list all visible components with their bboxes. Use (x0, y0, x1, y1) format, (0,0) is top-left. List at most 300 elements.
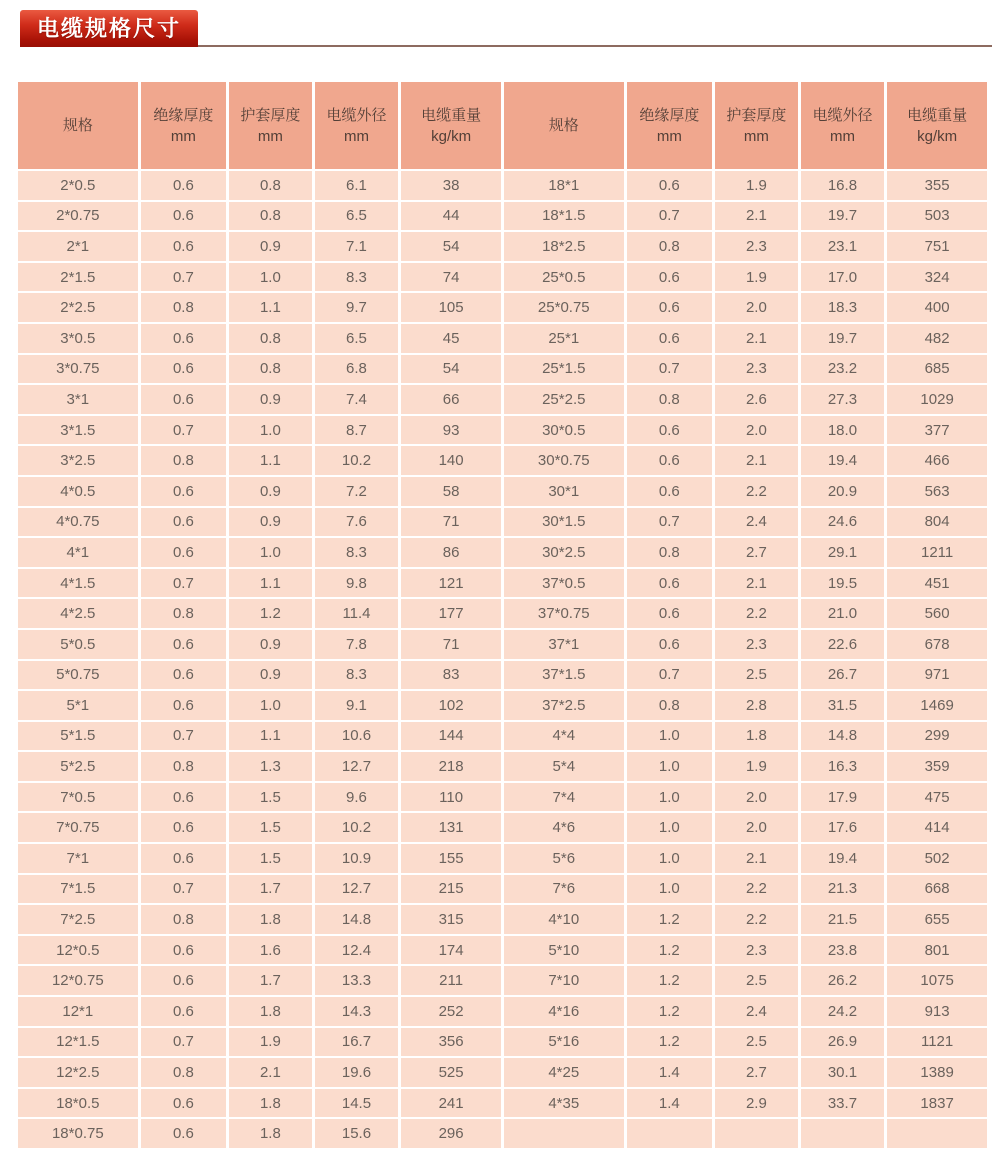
table-row (18, 936, 987, 965)
value-cell: 8.3 (315, 661, 399, 690)
table-wrap (15, 80, 990, 1150)
value-cell: 19.4 (801, 446, 885, 475)
table-row (18, 508, 987, 537)
column-title: 绝缘厚度 (639, 106, 700, 124)
value-cell: 1.3 (229, 752, 312, 781)
column-title: 电缆外径 (812, 106, 873, 124)
value-cell: 685 (887, 355, 987, 384)
value-cell: 1.2 (627, 936, 712, 965)
value-cell: 1.8 (229, 1119, 312, 1148)
table-row (18, 446, 987, 475)
table-row (18, 1058, 987, 1087)
value-cell: 13.3 (315, 966, 399, 995)
spec-cell: 4*35 (504, 1089, 624, 1118)
column-header (229, 82, 312, 169)
value-cell: 10.2 (315, 446, 399, 475)
value-cell: 1.1 (229, 722, 312, 751)
value-cell: 0.8 (141, 599, 226, 628)
spec-cell: 30*1 (504, 477, 624, 506)
value-cell: 1.8 (229, 905, 312, 934)
value-cell: 1211 (887, 538, 987, 567)
table-row (18, 905, 987, 934)
value-cell: 2.0 (715, 813, 798, 842)
table-row (18, 966, 987, 995)
value-cell: 10.6 (315, 722, 399, 751)
value-cell: 54 (401, 355, 501, 384)
value-cell: 12.7 (315, 752, 399, 781)
spec-cell: 7*6 (504, 875, 624, 904)
value-cell: 1.2 (627, 905, 712, 934)
value-cell: 19.5 (801, 569, 885, 598)
column-title: 护套厚度 (726, 106, 787, 124)
column-title: 规格 (548, 117, 579, 134)
spec-cell: 30*2.5 (504, 538, 624, 567)
value-cell: 0.8 (141, 293, 226, 322)
value-cell: 1.9 (715, 263, 798, 292)
value-cell: 0.8 (229, 324, 312, 353)
spec-cell: 2*0.75 (18, 202, 138, 231)
spec-cell: 7*2.5 (18, 905, 138, 934)
value-cell: 0.9 (229, 661, 312, 690)
value-cell: 12.4 (315, 936, 399, 965)
value-cell: 1.5 (229, 813, 312, 842)
value-cell: 0.6 (141, 661, 226, 690)
spec-cell: 4*4 (504, 722, 624, 751)
column-header (801, 82, 885, 169)
value-cell: 0.6 (141, 477, 226, 506)
spec-cell (504, 1119, 624, 1148)
value-cell: 26.7 (801, 661, 885, 690)
column-title: 规格 (62, 117, 93, 134)
value-cell: 414 (887, 813, 987, 842)
value-cell: 26.2 (801, 966, 885, 995)
spec-cell: 5*16 (504, 1028, 624, 1057)
value-cell: 1.8 (229, 1089, 312, 1118)
value-cell: 26.9 (801, 1028, 885, 1057)
value-cell: 0.6 (141, 171, 226, 200)
spec-cell: 7*10 (504, 966, 624, 995)
value-cell: 10.2 (315, 813, 399, 842)
value-cell: 18.0 (801, 416, 885, 445)
value-cell: 2.2 (715, 599, 798, 628)
spec-cell: 2*2.5 (18, 293, 138, 322)
value-cell: 0.6 (141, 630, 226, 659)
table-row (18, 752, 987, 781)
table-row (18, 1028, 987, 1057)
column-unit: mm (343, 127, 369, 145)
value-cell: 1.4 (627, 1058, 712, 1087)
value-cell: 0.7 (141, 1028, 226, 1057)
value-cell: 8.7 (315, 416, 399, 445)
value-cell: 33.7 (801, 1089, 885, 1118)
value-cell: 0.6 (141, 538, 226, 567)
value-cell: 0.6 (141, 232, 226, 261)
value-cell: 7.4 (315, 385, 399, 414)
value-cell: 71 (401, 508, 501, 537)
value-cell: 0.6 (141, 508, 226, 537)
spec-cell: 2*0.5 (18, 171, 138, 200)
value-cell: 2.1 (715, 569, 798, 598)
value-cell: 751 (887, 232, 987, 261)
value-cell (801, 1119, 885, 1148)
column-header (315, 82, 399, 169)
table-row (18, 477, 987, 506)
value-cell: 21.5 (801, 905, 885, 934)
value-cell: 58 (401, 477, 501, 506)
spec-cell: 7*1 (18, 844, 138, 873)
value-cell: 0.6 (141, 691, 226, 720)
value-cell: 30.1 (801, 1058, 885, 1087)
table-row (18, 538, 987, 567)
table-row (18, 324, 987, 353)
spec-cell: 12*1.5 (18, 1028, 138, 1057)
value-cell: 668 (887, 875, 987, 904)
value-cell: 102 (401, 691, 501, 720)
spec-cell: 12*1 (18, 997, 138, 1026)
value-cell: 1.9 (715, 171, 798, 200)
spec-cell: 7*1.5 (18, 875, 138, 904)
column-unit: mm (743, 127, 769, 145)
value-cell: 1469 (887, 691, 987, 720)
column-header (887, 82, 987, 169)
value-cell: 10.9 (315, 844, 399, 873)
table-row (18, 385, 987, 414)
value-cell: 315 (401, 905, 501, 934)
spec-cell: 3*2.5 (18, 446, 138, 475)
spec-cell: 12*2.5 (18, 1058, 138, 1087)
value-cell: 503 (887, 202, 987, 231)
value-cell: 0.6 (627, 171, 712, 200)
value-cell: 0.8 (229, 202, 312, 231)
value-cell: 1837 (887, 1089, 987, 1118)
value-cell: 1.4 (627, 1089, 712, 1118)
value-cell: 6.1 (315, 171, 399, 200)
table-row (18, 691, 987, 720)
table-row (18, 997, 987, 1026)
value-cell: 22.6 (801, 630, 885, 659)
value-cell: 2.3 (715, 936, 798, 965)
value-cell: 0.6 (141, 1089, 226, 1118)
column-unit: mm (170, 127, 196, 145)
spec-cell: 25*0.5 (504, 263, 624, 292)
table-row (18, 355, 987, 384)
value-cell: 20.9 (801, 477, 885, 506)
table-row (18, 875, 987, 904)
column-title: 绝缘厚度 (153, 106, 214, 124)
column-title: 电缆重量 (907, 106, 968, 124)
value-cell: 2.4 (715, 997, 798, 1026)
column-title: 电缆重量 (421, 106, 482, 124)
value-cell: 17.0 (801, 263, 885, 292)
value-cell: 241 (401, 1089, 501, 1118)
value-cell: 2.1 (715, 202, 798, 231)
spec-cell: 18*0.75 (18, 1119, 138, 1148)
table-row (18, 844, 987, 873)
value-cell: 2.0 (715, 416, 798, 445)
value-cell: 0.6 (141, 324, 226, 353)
value-cell: 44 (401, 202, 501, 231)
column-header (401, 82, 501, 169)
value-cell: 0.8 (627, 385, 712, 414)
value-cell: 359 (887, 752, 987, 781)
spec-cell: 25*1 (504, 324, 624, 353)
value-cell: 31.5 (801, 691, 885, 720)
column-title: 护套厚度 (240, 106, 301, 124)
table-row (18, 263, 987, 292)
spec-cell: 25*0.75 (504, 293, 624, 322)
page-header (20, 0, 992, 48)
value-cell: 45 (401, 324, 501, 353)
value-cell: 1.0 (627, 813, 712, 842)
spec-cell: 3*1.5 (18, 416, 138, 445)
value-cell: 1.2 (627, 1028, 712, 1057)
value-cell: 19.6 (315, 1058, 399, 1087)
value-cell: 1075 (887, 966, 987, 995)
value-cell: 0.6 (627, 569, 712, 598)
value-cell: 8.3 (315, 538, 399, 567)
spec-cell: 7*0.5 (18, 783, 138, 812)
value-cell: 0.6 (627, 263, 712, 292)
value-cell: 0.6 (141, 997, 226, 1026)
column-unit: kg/km (431, 127, 472, 145)
column-header (627, 82, 712, 169)
value-cell: 1.1 (229, 446, 312, 475)
value-cell: 804 (887, 508, 987, 537)
value-cell: 1.1 (229, 293, 312, 322)
value-cell: 2.1 (229, 1058, 312, 1087)
spec-cell: 4*0.5 (18, 477, 138, 506)
value-cell: 0.7 (141, 722, 226, 751)
spec-cell: 4*25 (504, 1058, 624, 1087)
value-cell: 1.7 (229, 966, 312, 995)
value-cell: 0.8 (627, 232, 712, 261)
column-header (504, 82, 624, 169)
value-cell: 0.6 (627, 599, 712, 628)
spec-cell: 2*1.5 (18, 263, 138, 292)
value-cell: 1.5 (229, 783, 312, 812)
value-cell: 174 (401, 936, 501, 965)
spec-cell: 25*1.5 (504, 355, 624, 384)
value-cell: 1.6 (229, 936, 312, 965)
spec-cell: 18*2.5 (504, 232, 624, 261)
spec-cell: 7*0.75 (18, 813, 138, 842)
table-row (18, 630, 987, 659)
value-cell (627, 1119, 712, 1148)
value-cell: 1.0 (229, 538, 312, 567)
spec-cell: 7*4 (504, 783, 624, 812)
value-cell: 9.8 (315, 569, 399, 598)
value-cell: 144 (401, 722, 501, 751)
spec-cell: 37*1.5 (504, 661, 624, 690)
column-title: 电缆外径 (326, 106, 387, 124)
spec-cell: 5*1.5 (18, 722, 138, 751)
value-cell: 1.8 (715, 722, 798, 751)
spec-cell: 5*1 (18, 691, 138, 720)
spec-cell: 18*1 (504, 171, 624, 200)
value-cell: 2.1 (715, 844, 798, 873)
value-cell: 0.6 (627, 416, 712, 445)
value-cell: 16.7 (315, 1028, 399, 1057)
spec-cell: 3*1 (18, 385, 138, 414)
value-cell: 9.7 (315, 293, 399, 322)
value-cell: 563 (887, 477, 987, 506)
value-cell: 19.7 (801, 202, 885, 231)
spec-cell: 4*2.5 (18, 599, 138, 628)
value-cell: 1.2 (627, 997, 712, 1026)
value-cell: 0.6 (141, 385, 226, 414)
value-cell: 24.2 (801, 997, 885, 1026)
value-cell: 0.6 (627, 630, 712, 659)
value-cell: 2.1 (715, 324, 798, 353)
value-cell: 19.4 (801, 844, 885, 873)
value-cell: 0.6 (141, 355, 226, 384)
spec-cell: 5*0.75 (18, 661, 138, 690)
table-row (18, 813, 987, 842)
value-cell: 913 (887, 997, 987, 1026)
value-cell: 2.8 (715, 691, 798, 720)
value-cell: 7.8 (315, 630, 399, 659)
value-cell: 0.6 (141, 936, 226, 965)
value-cell: 140 (401, 446, 501, 475)
value-cell: 7.6 (315, 508, 399, 537)
value-cell: 1.0 (627, 783, 712, 812)
table-row (18, 569, 987, 598)
value-cell: 21.0 (801, 599, 885, 628)
value-cell: 451 (887, 569, 987, 598)
value-cell: 1.0 (229, 691, 312, 720)
value-cell: 1.9 (229, 1028, 312, 1057)
value-cell: 0.7 (141, 416, 226, 445)
value-cell: 0.7 (627, 355, 712, 384)
value-cell: 0.8 (141, 752, 226, 781)
value-cell: 1.8 (229, 997, 312, 1026)
value-cell: 0.6 (627, 324, 712, 353)
value-cell: 6.5 (315, 324, 399, 353)
value-cell: 356 (401, 1028, 501, 1057)
spec-cell: 37*0.75 (504, 599, 624, 628)
value-cell: 7.2 (315, 477, 399, 506)
spec-cell: 12*0.75 (18, 966, 138, 995)
value-cell: 155 (401, 844, 501, 873)
value-cell: 54 (401, 232, 501, 261)
value-cell: 678 (887, 630, 987, 659)
value-cell: 1.0 (229, 263, 312, 292)
value-cell: 1.7 (229, 875, 312, 904)
value-cell: 66 (401, 385, 501, 414)
value-cell: 0.6 (141, 202, 226, 231)
value-cell: 252 (401, 997, 501, 1026)
spec-cell: 4*0.75 (18, 508, 138, 537)
value-cell: 1.0 (627, 722, 712, 751)
cable-spec-table (15, 80, 990, 1150)
spec-cell: 18*1.5 (504, 202, 624, 231)
value-cell: 1.2 (229, 599, 312, 628)
spec-cell: 2*1 (18, 232, 138, 261)
value-cell: 9.1 (315, 691, 399, 720)
value-cell: 0.8 (141, 446, 226, 475)
value-cell: 6.5 (315, 202, 399, 231)
table-row (18, 1119, 987, 1148)
value-cell: 110 (401, 783, 501, 812)
value-cell: 1.9 (715, 752, 798, 781)
value-cell: 11.4 (315, 599, 399, 628)
column-unit: mm (829, 127, 855, 145)
spec-cell: 4*1.5 (18, 569, 138, 598)
value-cell: 0.6 (627, 293, 712, 322)
value-cell: 0.8 (141, 905, 226, 934)
column-unit: mm (257, 127, 283, 145)
spec-cell: 37*2.5 (504, 691, 624, 720)
value-cell: 482 (887, 324, 987, 353)
value-cell: 16.8 (801, 171, 885, 200)
value-cell: 525 (401, 1058, 501, 1087)
column-unit: kg/km (917, 127, 958, 145)
value-cell: 0.6 (627, 477, 712, 506)
value-cell: 0.7 (141, 263, 226, 292)
value-cell: 14.8 (801, 722, 885, 751)
table-row (18, 416, 987, 445)
column-header (715, 82, 798, 169)
spec-cell: 3*0.5 (18, 324, 138, 353)
value-cell: 23.8 (801, 936, 885, 965)
value-cell: 2.7 (715, 1058, 798, 1087)
value-cell: 0.8 (229, 355, 312, 384)
value-cell: 18.3 (801, 293, 885, 322)
spec-cell: 4*1 (18, 538, 138, 567)
value-cell: 2.0 (715, 783, 798, 812)
value-cell: 0.6 (141, 813, 226, 842)
value-cell: 0.9 (229, 477, 312, 506)
value-cell: 2.6 (715, 385, 798, 414)
value-cell: 1.0 (627, 844, 712, 873)
table-row (18, 661, 987, 690)
spec-cell: 25*2.5 (504, 385, 624, 414)
table-row (18, 202, 987, 231)
value-cell: 27.3 (801, 385, 885, 414)
value-cell: 2.2 (715, 875, 798, 904)
spec-cell: 4*6 (504, 813, 624, 842)
value-cell: 377 (887, 416, 987, 445)
value-cell: 0.7 (627, 202, 712, 231)
value-cell: 1029 (887, 385, 987, 414)
value-cell: 177 (401, 599, 501, 628)
table-row (18, 171, 987, 200)
value-cell: 400 (887, 293, 987, 322)
value-cell: 0.7 (141, 569, 226, 598)
value-cell: 14.5 (315, 1089, 399, 1118)
value-cell: 218 (401, 752, 501, 781)
value-cell: 21.3 (801, 875, 885, 904)
value-cell: 14.3 (315, 997, 399, 1026)
value-cell: 2.1 (715, 446, 798, 475)
value-cell: 0.6 (141, 1119, 226, 1148)
value-cell: 2.5 (715, 661, 798, 690)
value-cell: 1121 (887, 1028, 987, 1057)
value-cell: 801 (887, 936, 987, 965)
value-cell: 105 (401, 293, 501, 322)
spec-cell: 5*4 (504, 752, 624, 781)
value-cell: 0.6 (141, 966, 226, 995)
value-cell: 2.9 (715, 1089, 798, 1118)
table-row (18, 783, 987, 812)
spec-cell: 37*0.5 (504, 569, 624, 598)
spec-cell: 5*6 (504, 844, 624, 873)
spec-cell: 12*0.5 (18, 936, 138, 965)
value-cell: 655 (887, 905, 987, 934)
value-cell: 2.5 (715, 1028, 798, 1057)
value-cell: 560 (887, 599, 987, 628)
value-cell: 0.9 (229, 508, 312, 537)
